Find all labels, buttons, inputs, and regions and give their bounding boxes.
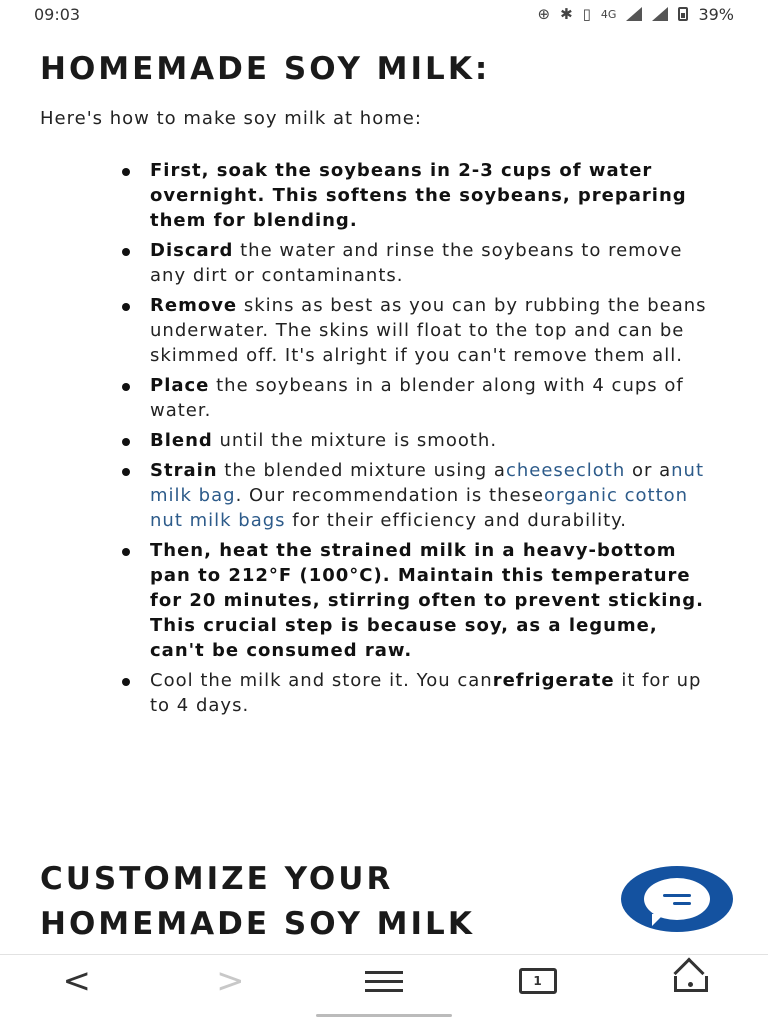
steps-list (112, 158, 712, 723)
status-bar (0, 0, 768, 28)
tabs-icon (519, 968, 557, 994)
gesture-handle[interactable] (316, 1014, 452, 1017)
status-icons (537, 5, 734, 24)
status-time: 09:03 (34, 4, 81, 24)
section-heading: HOMEMADE SOY MILK: (40, 51, 491, 87)
section-heading-partial (0, 28, 730, 30)
list-item: First, soak the soybeans in 2-3 cups of water overnight. This softens the soybeans, preparing them for blending. (112, 158, 712, 233)
intro-text: Here's how to make soy milk at home: (40, 108, 422, 129)
article-content (0, 28, 768, 954)
list-item: Remove skins as best as you can by rubbing the beans underwater. The skins will float to the top and can be skimmed off. It's alright if you can't remove them all. (112, 293, 712, 368)
customize-heading-line2: HOMEMADE SOY MILK (40, 906, 475, 942)
nut-milk-bag-link[interactable]: nut milk bag (150, 460, 704, 506)
tabs-button[interactable] (498, 957, 578, 1005)
battery-level: 39% (698, 4, 734, 24)
chat-bubble-icon (644, 878, 710, 920)
signal-icon-2 (652, 7, 668, 21)
data-saver-icon: ⊕ (537, 5, 551, 23)
tab-count: 1 (533, 974, 542, 988)
list-item: Then, heat the strained milk in a heavy-bottom pan to 212°F (100°C). Maintain this temperature for 20 minutes, stirring often to prevent sticking. This crucial step is because soy, as a legume, can't be consumed raw. (112, 538, 712, 663)
system-nav-area (0, 1006, 768, 1024)
browser-toolbar (0, 954, 768, 1007)
back-button[interactable] (37, 957, 117, 1005)
customize-heading-line1: CUSTOMIZE YOUR (40, 861, 394, 897)
home-icon (674, 970, 708, 992)
back-icon: < (62, 961, 92, 1001)
bluetooth-icon: ✱ (560, 5, 573, 23)
cheesecloth-link[interactable]: cheesecloth (505, 460, 626, 481)
vibrate-icon: ▯ (582, 5, 591, 23)
network-type: 4G (600, 7, 617, 21)
chat-button[interactable] (621, 866, 733, 932)
list-item: Cool the milk and store it. You canrefrigerate it for up to 4 days. (112, 668, 712, 718)
list-item: Strain the blended mixture using acheesecloth or anut milk bag. Our recommendation is theseorganic cotton nut milk bags for their efficiency and durability. (112, 458, 712, 533)
battery-icon (678, 7, 688, 21)
list-item: Blend until the mixture is smooth. (112, 428, 712, 453)
home-button[interactable] (651, 957, 731, 1005)
organic-cotton-nut-milk-bags-link[interactable]: organic cotton nut milk bags (150, 485, 689, 531)
menu-icon (365, 971, 403, 992)
signal-icon (626, 7, 642, 21)
forward-icon: > (216, 961, 245, 1001)
heading-partial-text (40, 28, 730, 30)
menu-button[interactable] (344, 957, 424, 1005)
list-item: Discard the water and rinse the soybeans to remove any dirt or contaminants. (112, 238, 712, 288)
list-item: Place the soybeans in a blender along with 4 cups of water. (112, 373, 712, 423)
forward-button[interactable] (190, 957, 270, 1005)
